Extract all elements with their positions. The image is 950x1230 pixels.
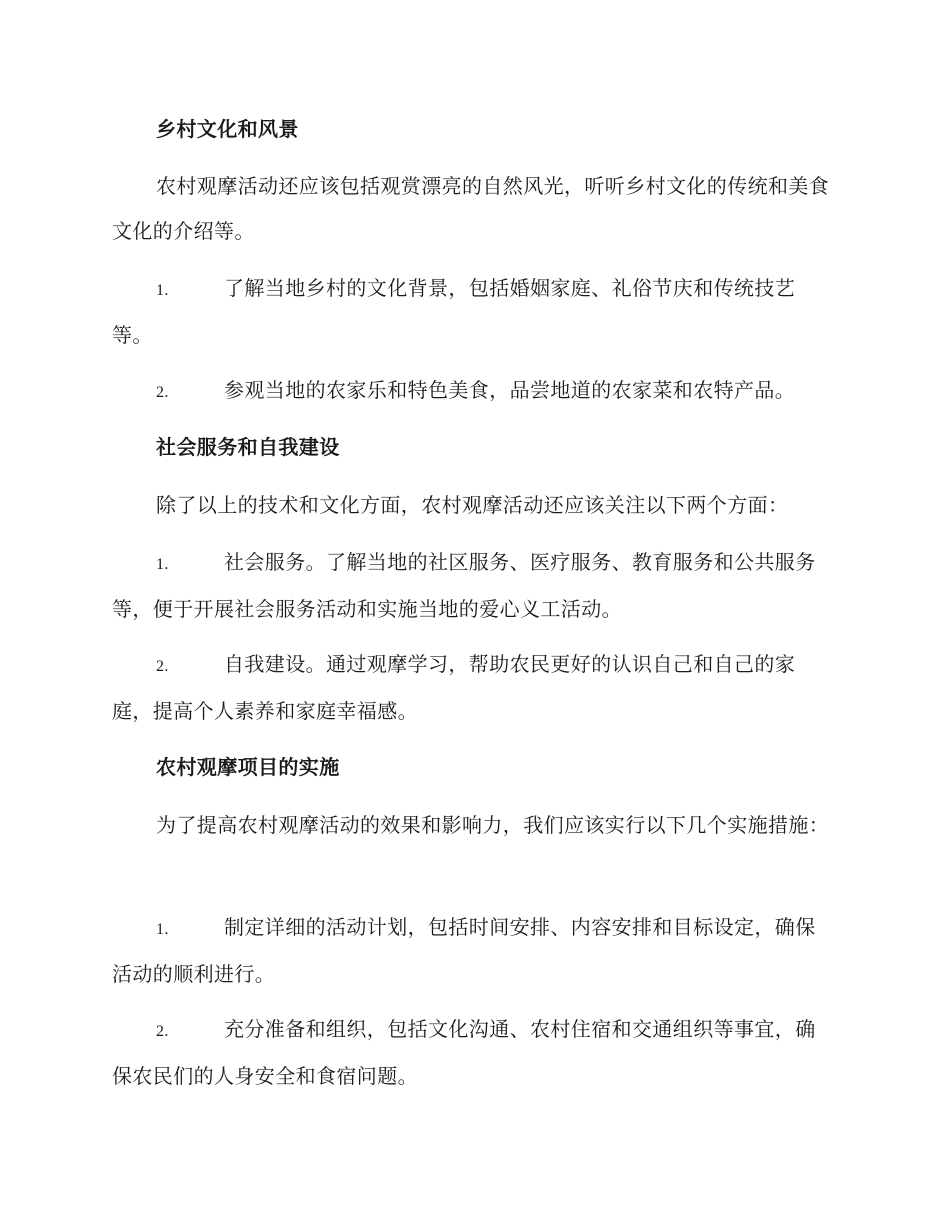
list-number: 1. [156,282,169,299]
list-item-text: 制定详细的活动计划，包括时间安排、内容安排和目标设定，确保活动的顺利进行。 [112,915,816,986]
section-intro: 农村观摩活动还应该包括观赏漂亮的自然风光，听听乡村文化的传统和美食文化的介绍等。 [112,174,830,243]
section-intro: 为了提高农村观摩活动的效果和影响力，我们应该实行以下几个实施措施： [156,813,830,837]
list-number: 2. [156,384,169,401]
list-item [112,540,834,632]
list-item [112,368,834,415]
section-heading: 农村观摩项目的实施 [156,755,340,779]
list-item [112,1007,834,1099]
list-number: 2. [156,658,169,675]
list-item-text: 自我建设。通过观摩学习，帮助农民更好的认识自己和自己的家庭，提高个人素养和家庭幸福感。 [112,652,796,723]
list-item [112,266,834,358]
section-heading: 乡村文化和风景 [156,117,299,141]
list-number: 1. [156,556,169,573]
section-heading: 社会服务和自我建设 [156,435,340,459]
list-item-text: 社会服务。了解当地的社区服务、医疗服务、教育服务和公共服务等，便于开展社会服务活动和实施当地的爱心义工活动。 [112,550,816,621]
list-item-text: 参观当地的农家乐和特色美食，品尝地道的农家菜和农特产品。 [224,378,796,402]
list-item [112,642,834,734]
section-intro: 除了以上的技术和文化方面，农村观摩活动还应该关注以下两个方面： [156,493,789,517]
list-number: 1. [156,921,169,938]
list-item-text: 了解当地乡村的文化背景，包括婚姻家庭、礼俗节庆和传统技艺等。 [112,276,796,347]
list-item-text: 充分准备和组织，包括文化沟通、农村住宿和交通组织等事宜，确保农民们的人身安全和食宿问题。 [112,1017,816,1088]
list-number: 2. [156,1023,169,1040]
list-item [112,905,834,997]
